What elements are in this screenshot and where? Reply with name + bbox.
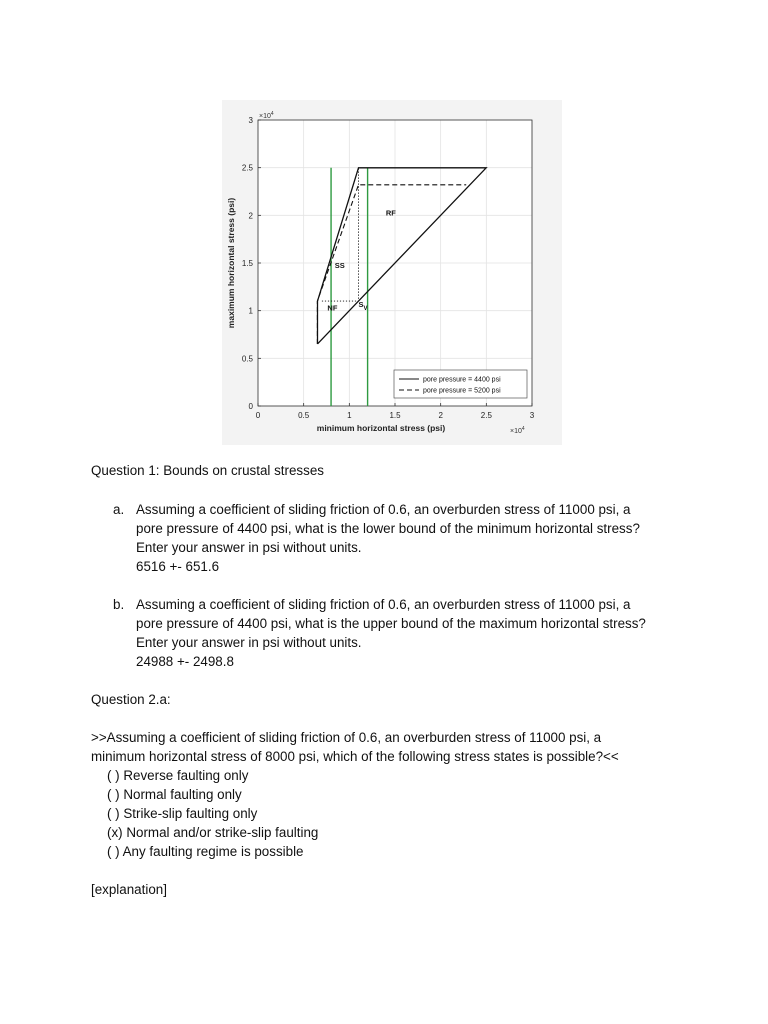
region-label: $S_V$ xyxy=(358,299,368,312)
option-reverse-faulting[interactable]: ( ) Reverse faulting only xyxy=(107,768,249,783)
option-strike-slip-faulting[interactable]: ( ) Strike-slip faulting only xyxy=(107,806,258,821)
x-tick-label: 2 xyxy=(438,411,443,420)
y-tick-label: 0.5 xyxy=(241,354,253,364)
y-tick-label: 2.5 xyxy=(241,163,253,173)
legend-label: pore pressure = 4400 psi xyxy=(423,376,501,384)
x-tick-label: 2.5 xyxy=(480,411,492,420)
question-1b-line: Enter your answer in psi without units. xyxy=(136,635,362,650)
y-tick-label: 3 xyxy=(248,116,253,125)
question-1a-line: Assuming a coefficient of sliding friction of 0.6, an overburden stress of 11000 psi, a xyxy=(136,502,631,517)
x-tick-label: 1.5 xyxy=(389,411,401,420)
x-tick-label: 0 xyxy=(255,411,261,420)
question-1b-letter: b. xyxy=(113,597,125,612)
x-multiplier: $\times 10^4$ xyxy=(510,426,525,435)
question-2a-title: Question 2.a: xyxy=(91,692,171,707)
question-2a-prompt-line: >>Assuming a coefficient of sliding friction of 0.6, an overburden stress of 11000 psi, a xyxy=(91,730,602,745)
x-axis-label: minimum horizontal stress (psi) xyxy=(316,423,446,433)
stress-polygon-figure xyxy=(222,100,562,445)
option-normal-faulting[interactable]: ( ) Normal faulting only xyxy=(107,787,242,802)
question-1a-line: Enter your answer in psi without units. xyxy=(136,540,362,555)
question-2a-prompt-line: minimum horizontal stress of 8000 psi, which of the following stress states is possible?<< xyxy=(91,749,619,764)
option-any-regime[interactable]: ( ) Any faulting regime is possible xyxy=(107,844,304,859)
region-label: SS xyxy=(334,260,345,270)
legend-label: pore pressure = 5200 psi xyxy=(423,387,501,395)
question-1a-line: pore pressure of 4400 psi, what is the lower bound of the minimum horizontal stress? xyxy=(136,521,640,536)
question-1a-answer: 6516 +- 651.6 xyxy=(136,559,220,574)
question-2a-options xyxy=(107,766,318,861)
option-normal-or-strike-slip[interactable]: (x) Normal and/or strike-slip faulting xyxy=(107,825,319,840)
question-1a-letter: a. xyxy=(113,502,125,517)
y-multiplier: $\times 10^4$ xyxy=(259,111,274,120)
x-tick-label: 1 xyxy=(347,411,352,420)
stress-polygon-chart xyxy=(222,100,562,445)
y-tick-label: 1.5 xyxy=(241,259,253,268)
question-2a-prompt xyxy=(91,728,691,766)
question-1b-line: Assuming a coefficient of sliding friction of 0.6, an overburden stress of 11000 psi, a xyxy=(136,597,631,612)
question-1b-line: pore pressure of 4400 psi, what is the upper bound of the maximum horizontal stress? xyxy=(136,616,646,631)
x-tick-label: 0.5 xyxy=(298,411,310,420)
region-label: NF xyxy=(327,303,338,313)
question-1b-answer: 24988 +- 2498.8 xyxy=(136,654,234,669)
y-tick-label: 1 xyxy=(248,306,253,316)
y-tick-label: 0 xyxy=(248,402,253,411)
y-axis-label: maximum horizontal stress (psi) xyxy=(226,197,236,329)
question-1-title: Question 1: Bounds on crustal stresses xyxy=(91,463,324,478)
explanation-placeholder: [explanation] xyxy=(91,882,167,897)
region-label: RF xyxy=(385,208,396,218)
y-tick-label: 2 xyxy=(248,211,253,221)
x-tick-label: 3 xyxy=(529,411,535,420)
